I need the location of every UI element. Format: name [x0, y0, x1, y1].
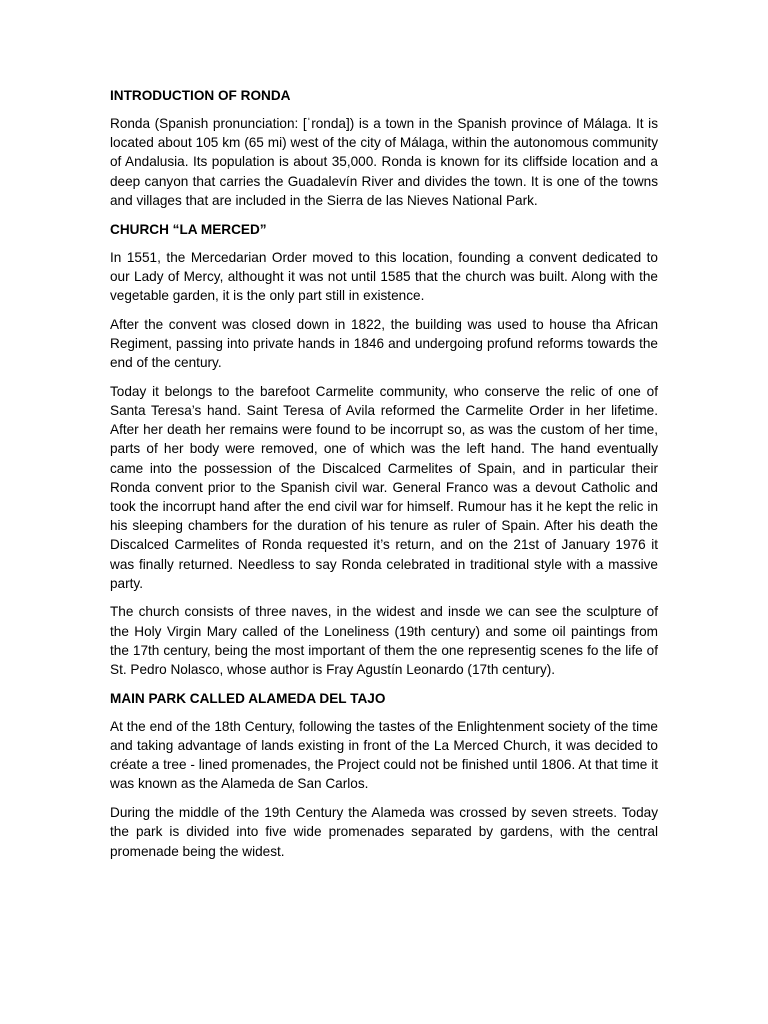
paragraph: In 1551, the Mercedarian Order moved to this location, founding a convent dedicated to our Lady of Mercy, althought it was not until 1585 that the church was built. Along with the vegetable garden, it is the only part still in existence.: [110, 249, 658, 303]
section-heading: CHURCH “LA MERCED”: [110, 221, 267, 237]
paragraph: The church consists of three naves, in the widest and insde we can see the sculpture of the Holy Virgin Mary called of the Loneliness (19th century) and some oil paintings from the 17th century, being the most important of them the one representig scenes fo the life of St. Pedro Nolasco, whose author is Fray Agustín Leonardo (17th century).: [110, 604, 658, 678]
paragraph: Today it belongs to the barefoot Carmelite community, who conserve the relic of one of Santa Teresa’s hand. Saint Teresa of Avila reformed the Carmelite Order in her lifetime. After her death her remains were found to be incorrupt so, as was the custom of her time, parts of her body were removed, one of which was the left hand. The hand eventually came into the possession of the Discalced Carmelites of Spain, and in particular their Ronda convent prior to the Spanish civil war. General Franco was a devout Catholic and took the incorrupt hand after the end civil war for himself. Rumour has it he kept the relic in his sleeping chambers for the duration of his tenure as ruler of Spain. After his death the Discalced Carmelites of Ronda requested it’s return, and on the 21st of January 1976 it was finally returned. Needless to say Ronda celebrated in traditional style with a massive party.: [110, 383, 658, 591]
paragraph: During the middle of the 19th Century the Alameda was crossed by seven streets. Today the park is divided into five wide promenades separated by gardens, with the central promenade being the widest.: [110, 805, 658, 859]
paragraph: At the end of the 18th Century, following the tastes of the Enlightenment society of the time and taking advantage of lands existing in front of the La Merced Church, it was decided to créate a tree - lined promenades, the Project could not be finished until 1806. At that time it was known as the Alameda de San Carlos.: [110, 718, 658, 792]
paragraph: Ronda (Spanish pronunciation: [ˈronda]) is a town in the Spanish province of Málaga. It is located about 105 km (65 mi) west of the city of Málaga, within the autonomous community of Andalusia. Its population is about 35,000. Ronda is known for its cliffside location and a deep canyon that carries the Guadalevín River and divides the town. It is one of the towns and villages that are included in the Sierra de las Nieves National Park.: [110, 116, 658, 208]
section-alameda-del-tajo: [110, 689, 658, 861]
section-church-la-merced: [110, 220, 658, 680]
section-heading: INTRODUCTION OF RONDA: [110, 88, 291, 103]
section-introduction: [110, 86, 658, 210]
paragraph: After the convent was closed down in 1822, the building was used to house tha African Regiment, passing into private hands in 1846 and undergoing profund reforms towards the end of the century.: [110, 316, 658, 371]
section-heading: MAIN PARK CALLED ALAMEDA DEL TAJO: [110, 690, 386, 706]
document-page: [110, 86, 658, 870]
